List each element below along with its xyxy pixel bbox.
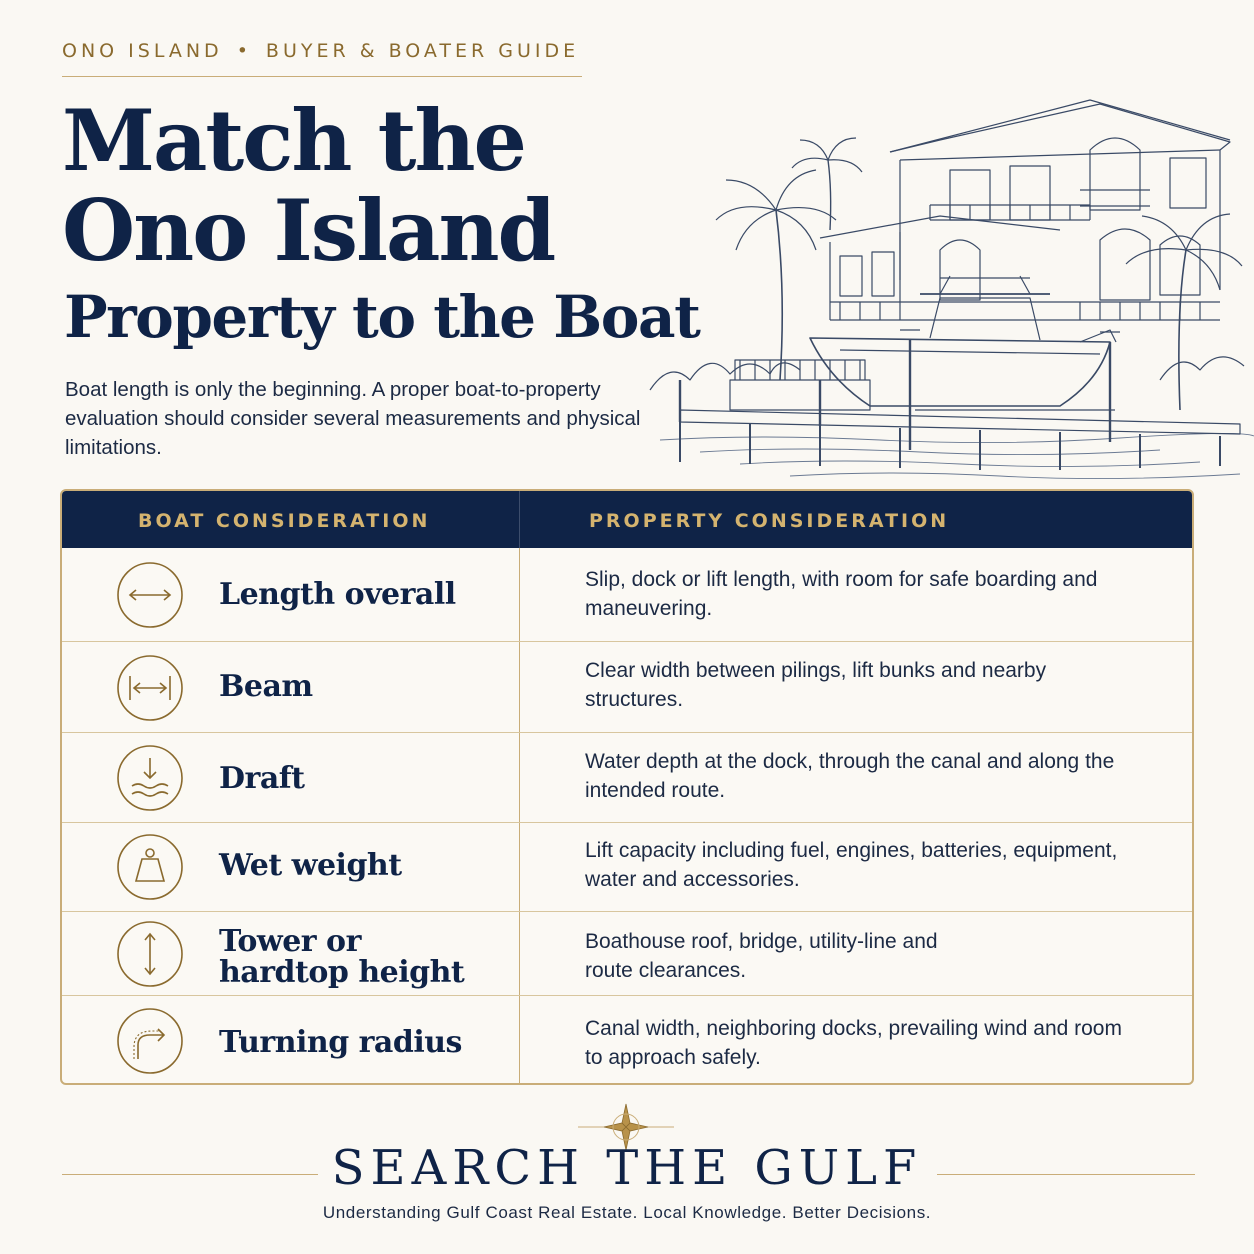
title-line-2: Ono Island — [62, 181, 555, 280]
table-row — [62, 641, 1192, 733]
intro-paragraph: Boat length is only the beginning. A proper boat-to-property evaluation should consider several measurements and physical limitations. — [65, 378, 641, 459]
eyebrow-guide: BUYER & BOATER GUIDE — [265, 40, 580, 62]
boat-turning-radius: Turning radius — [219, 1025, 462, 1060]
table-header — [62, 491, 1192, 548]
eyebrow-underline — [62, 76, 582, 77]
table-row — [62, 732, 1192, 823]
title-line-1: Match the — [62, 91, 525, 190]
property-wet-weight: Lift capacity including fuel, engines, batteries, equipment, water and accessories. — [585, 839, 1118, 891]
property-tower-height: Boathouse roof, bridge, utility-line and route clearances. — [585, 930, 938, 982]
table-row — [62, 911, 1192, 996]
property-length-overall: Slip, dock or lift length, with room for safe boarding and maneuvering. — [585, 568, 1098, 620]
table-row — [62, 822, 1192, 912]
property-beam: Clear width between pilings, lift bunks and nearby structures. — [585, 659, 1047, 711]
boat-length-overall: Length overall — [219, 577, 456, 612]
property-turning-radius: Canal width, neighboring docks, prevailing wind and room to approach safely. — [585, 1017, 1122, 1069]
table-row — [62, 995, 1192, 1085]
boat-tower-height-line1: Tower or — [219, 924, 361, 959]
boat-tower-height-line2: hardtop height — [219, 955, 465, 990]
weight-icon — [116, 833, 184, 901]
brand-wordmark: SEARCH THE GULF — [331, 1140, 923, 1196]
boat-wet-weight: Wet weight — [219, 848, 402, 883]
vertical-arrows-icon — [116, 920, 184, 988]
property-draft: Water depth at the dock, through the canal and along the intended route. — [585, 750, 1115, 802]
eyebrow — [62, 40, 579, 62]
draft-water-icon — [116, 744, 184, 812]
eyebrow-separator: • — [236, 40, 252, 62]
boat-draft: Draft — [219, 761, 305, 796]
title-line-3: Property to the Boat — [64, 283, 700, 351]
eyebrow-location: ONO ISLAND — [62, 40, 223, 62]
header-boat-consideration: BOAT CONSIDERATION — [138, 510, 431, 532]
waterfront-house-illustration — [640, 80, 1254, 500]
boat-beam: Beam — [219, 669, 313, 704]
header-property-consideration: PROPERTY CONSIDERATION — [589, 510, 950, 532]
comparison-table — [60, 489, 1194, 1085]
turn-arrow-icon — [116, 1007, 184, 1075]
table-row — [62, 548, 1192, 641]
beam-width-icon — [116, 654, 184, 722]
horizontal-arrows-icon — [116, 561, 184, 629]
brand-tagline: Understanding Gulf Coast Real Estate. Local Knowledge. Better Decisions. — [322, 1203, 932, 1222]
header-column-divider — [519, 491, 520, 548]
